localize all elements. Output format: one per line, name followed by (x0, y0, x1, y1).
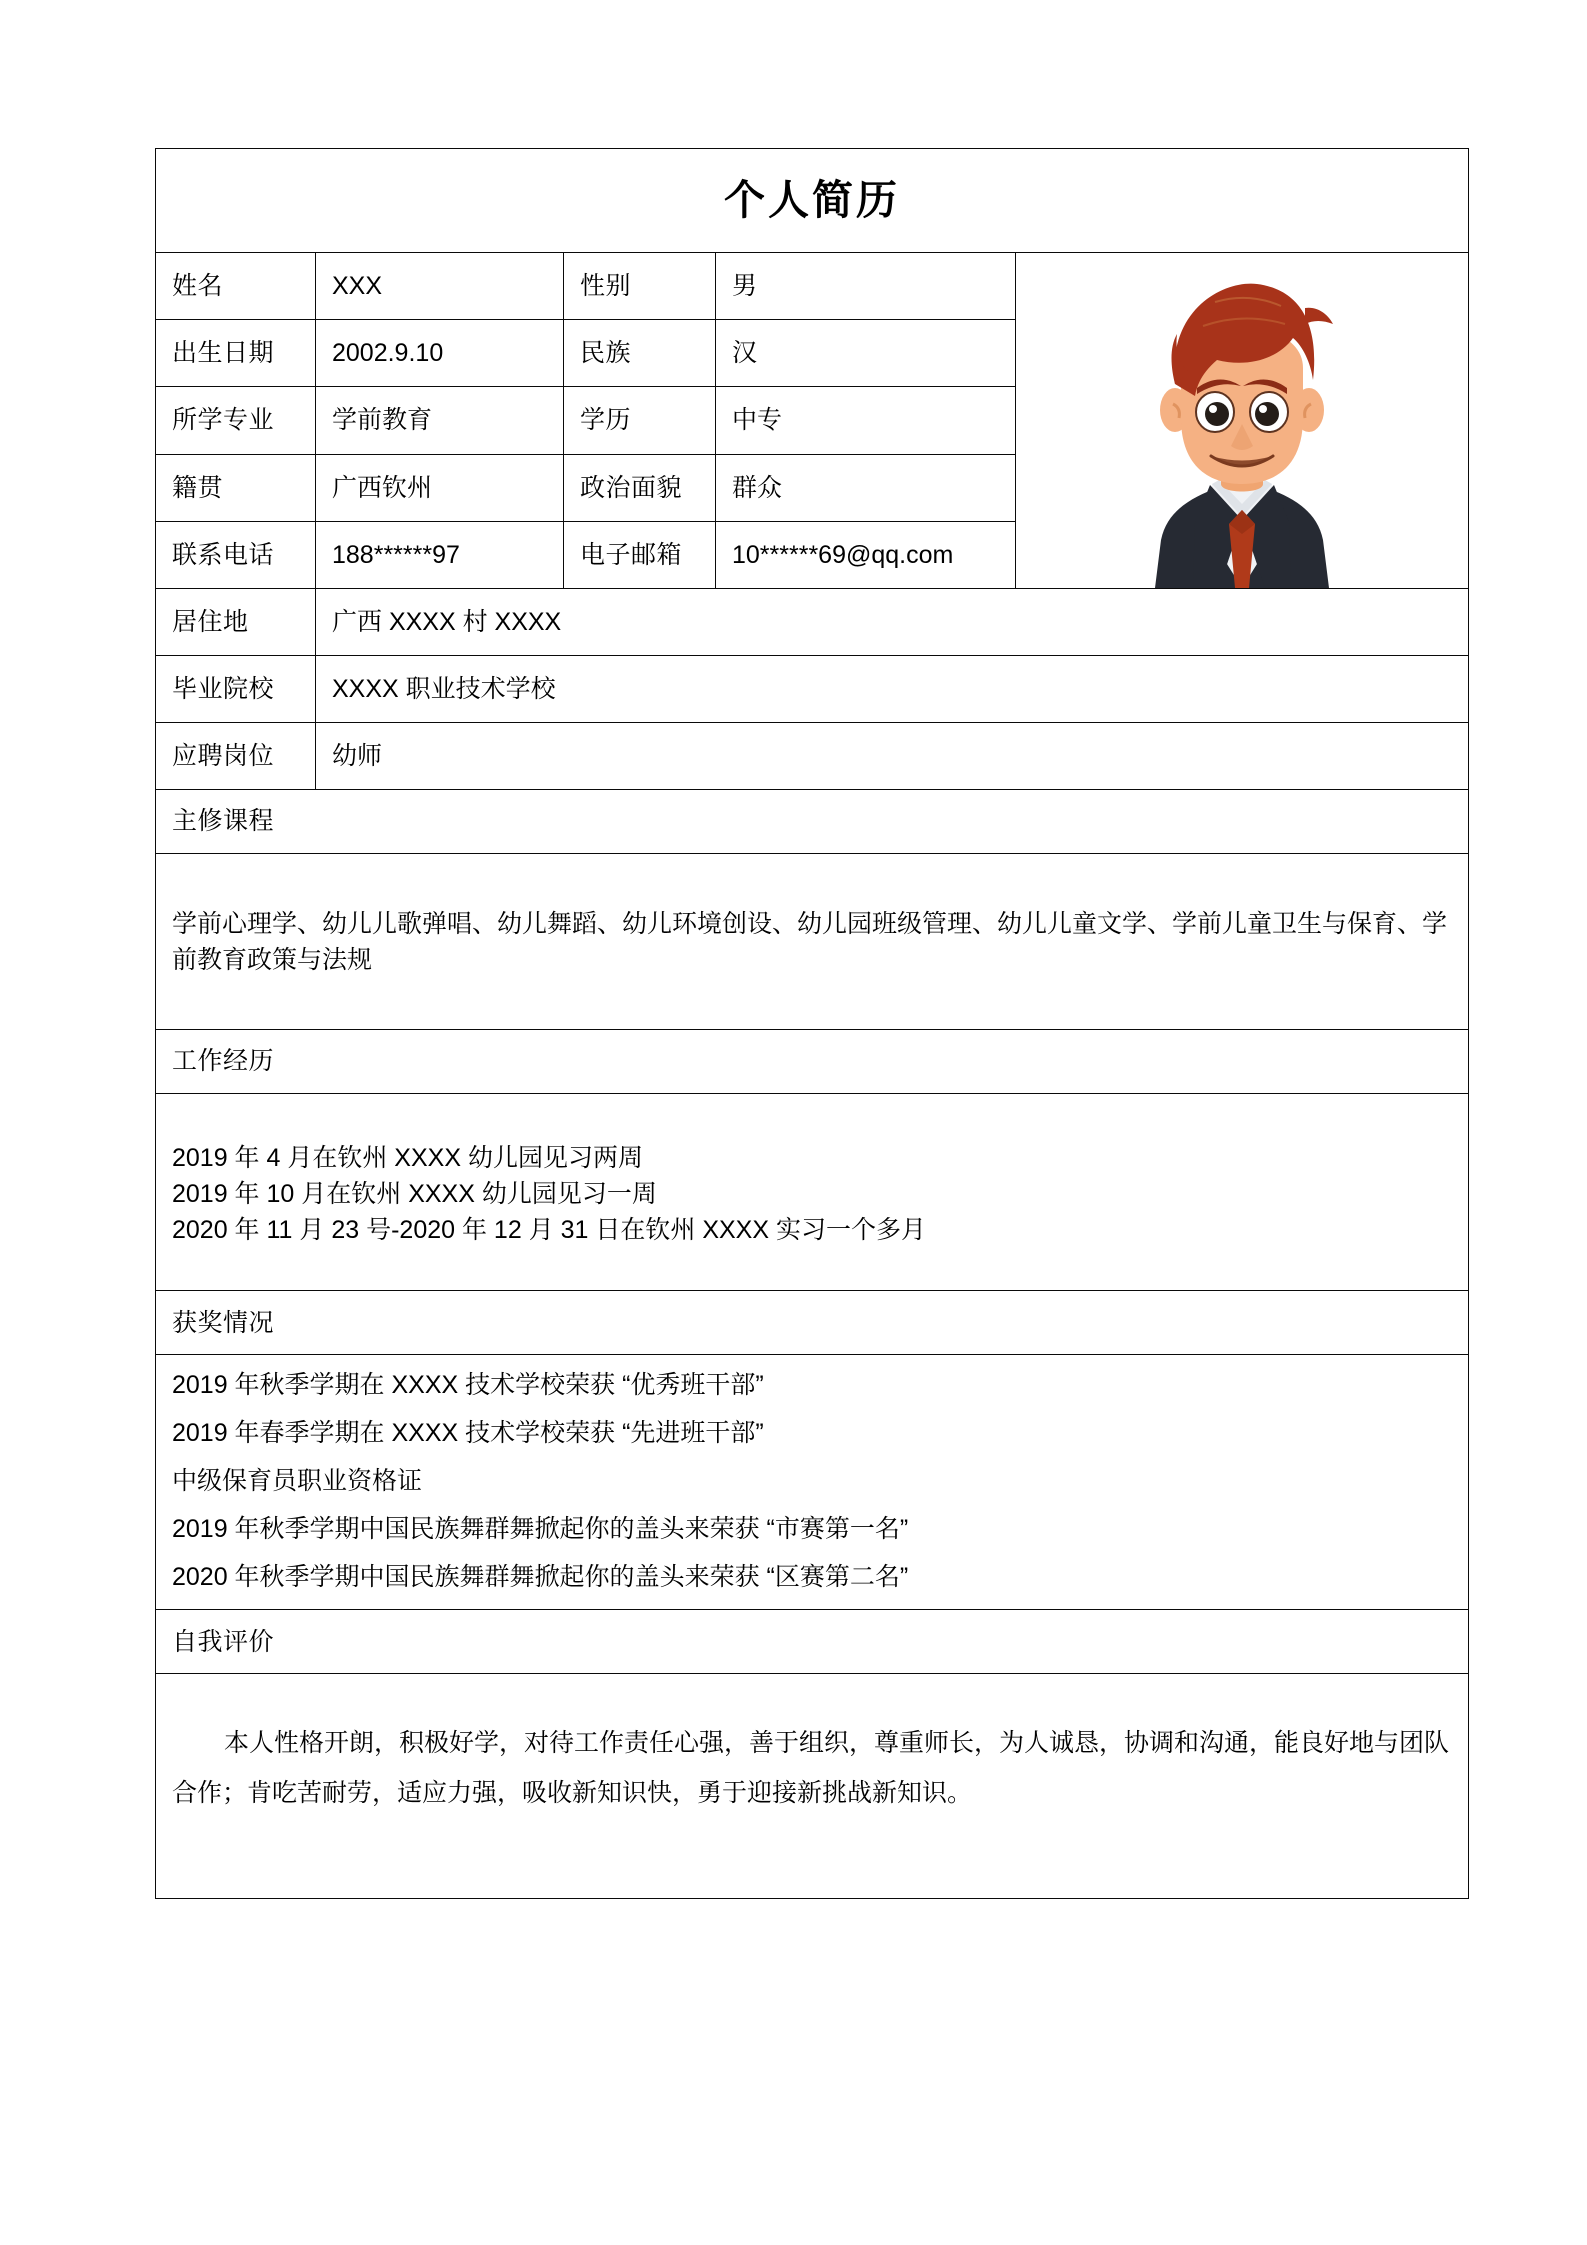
section-body-work (156, 1093, 1469, 1291)
field-value-school: XXXX 职业技术学校 (316, 656, 1469, 723)
field-value-ethnicity: 汉 (716, 320, 1016, 387)
field-label-political-status: 政治面貌 (564, 454, 716, 521)
award-line: 2019 年秋季学期在 XXXX 技术学校荣获 “优秀班干部” (172, 1371, 764, 1400)
field-value-major: 学前教育 (316, 387, 564, 454)
section-body-row (156, 1674, 1469, 1899)
field-label-birthdate: 出生日期 (156, 320, 316, 387)
field-label-residence: 居住地 (156, 589, 316, 656)
field-value-name: XXX (316, 253, 564, 320)
field-label-email: 电子邮箱 (564, 521, 716, 588)
field-value-gender: 男 (716, 253, 1016, 320)
section-header-row (156, 1610, 1469, 1674)
field-value-education: 中专 (716, 387, 1016, 454)
work-line: 2019 年 4 月在钦州 XXXX 幼儿园见习两周 (172, 1143, 643, 1172)
field-value-political-status: 群众 (716, 454, 1016, 521)
field-label-hometown: 籍贯 (156, 454, 316, 521)
field-value-phone: 188******97 (316, 521, 564, 588)
section-header-row (156, 790, 1469, 854)
field-label-education: 学历 (564, 387, 716, 454)
field-label-position: 应聘岗位 (156, 723, 316, 790)
work-line: 2019 年 10 月在钦州 XXXX 幼儿园见习一周 (172, 1179, 657, 1208)
section-header-row (156, 1291, 1469, 1355)
award-line: 中级保育员职业资格证 (172, 1467, 423, 1496)
table-row (156, 253, 1469, 320)
award-line: 2019 年春季学期在 XXXX 技术学校荣获 “先进班干部” (172, 1419, 764, 1448)
field-value-birthdate: 2002.9.10 (316, 320, 564, 387)
resume-table (155, 148, 1469, 1899)
award-line: 2020 年秋季学期中国民族舞群舞掀起你的盖头来荣获 “区赛第二名” (172, 1563, 909, 1592)
field-label-school: 毕业院校 (156, 656, 316, 723)
field-label-gender: 性别 (564, 253, 716, 320)
field-value-residence: 广西 XXXX 村 XXXX (316, 589, 1469, 656)
field-value-hometown: 广西钦州 (316, 454, 564, 521)
title-row (156, 149, 1469, 253)
courses-line: 学前心理学、幼儿儿歌弹唱、幼儿舞蹈、幼儿环境创设、幼儿园班级管理、幼儿儿童文学、学前儿童卫生与保育、学前教育政策与法规 (172, 910, 1448, 975)
work-line: 2020 年 11 月 23 号-2020 年 12 月 31 日在钦州 XXXX 实习一个多月 (172, 1216, 926, 1244)
section-header-row (156, 1029, 1469, 1093)
award-line: 2019 年秋季学期中国民族舞群舞掀起你的盖头来荣获 “市赛第一名” (172, 1515, 909, 1544)
section-heading-awards: 获奖情况 (156, 1291, 1469, 1355)
avatar (1016, 253, 1469, 589)
field-label-ethnicity: 民族 (564, 320, 716, 387)
field-label-phone: 联系电话 (156, 521, 316, 588)
title-cell (156, 149, 1469, 253)
section-body-row (156, 1355, 1469, 1610)
section-body-courses (156, 854, 1469, 1030)
section-body-row (156, 1093, 1469, 1291)
field-value-position: 幼师 (316, 723, 1469, 790)
field-label-major: 所学专业 (156, 387, 316, 454)
portrait-photo-icon (1097, 272, 1387, 588)
page-title: 个人简历 (724, 177, 901, 223)
section-body-awards (156, 1355, 1469, 1610)
avatar-wrap (1016, 253, 1468, 588)
table-row (156, 656, 1469, 723)
section-heading-courses: 主修课程 (156, 790, 1469, 854)
section-heading-work: 工作经历 (156, 1029, 1469, 1093)
section-heading-selfeval: 自我评价 (156, 1610, 1469, 1674)
field-label-name: 姓名 (156, 253, 316, 320)
selfeval-line: 本人性格开朗，积极好学，对待工作责任心强，善于组织，尊重师长，为人诚恳，协调和沟通，能良好地与团队合作；肯吃苦耐劳，适应力强，吸收新知识快，勇于迎接新挑战新知识。 (172, 1729, 1450, 1808)
table-row (156, 723, 1469, 790)
section-body-selfeval (156, 1674, 1469, 1899)
section-body-row (156, 854, 1469, 1030)
field-value-email: 10******69@qq.com (716, 521, 1016, 588)
table-row (156, 589, 1469, 656)
